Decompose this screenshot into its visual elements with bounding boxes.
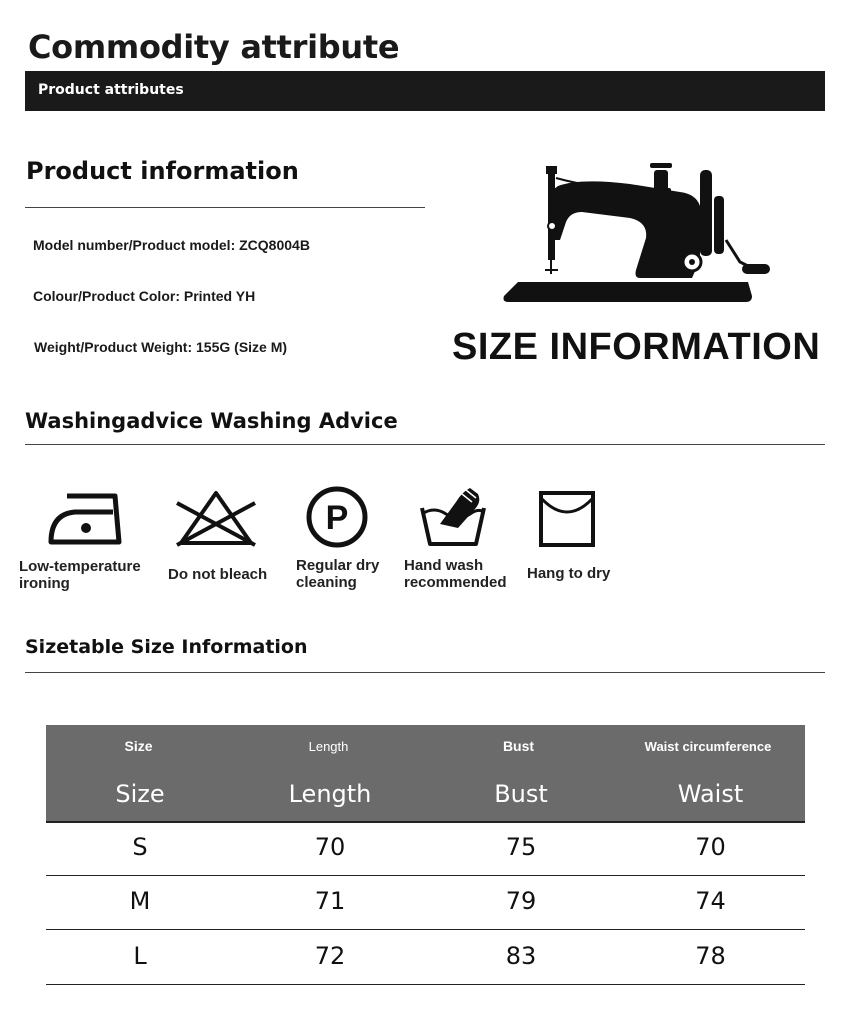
table-cell: S — [132, 833, 148, 861]
table-cell: M — [129, 887, 151, 915]
product-info-divider — [25, 207, 425, 208]
washing-advice-divider — [25, 444, 825, 445]
table-cell: 78 — [695, 942, 726, 970]
hang-dry-icon — [538, 490, 596, 548]
svg-text:P: P — [325, 499, 349, 537]
dry-clean-p-icon — [305, 485, 369, 549]
model-number-line: Model number/Product model: ZCQ8004B — [33, 237, 310, 253]
size-table-heading: Sizetable Size Information — [25, 636, 308, 658]
table-cell: 72 — [314, 942, 346, 970]
table-cell: L — [133, 942, 147, 970]
washing-advice-heading: Washingadvice Washing Advice — [25, 409, 398, 433]
table-bottom-rule — [46, 984, 805, 985]
hand-wash-label: Hand wash recommended — [404, 557, 507, 591]
table-cell: 83 — [505, 942, 537, 970]
table-cell: 70 — [314, 833, 346, 861]
attributes-bar-label: Product attributes — [38, 82, 184, 98]
size-table-header — [46, 725, 805, 821]
size-information-banner: SIZE INFORMATION — [452, 326, 821, 368]
header-size-bottom: Size — [115, 780, 165, 808]
iron-low-temp-icon — [47, 490, 125, 548]
table-cell: 79 — [505, 887, 537, 915]
header-waist-top: Waist circumference — [644, 739, 772, 754]
header-bust-top: Bust — [502, 738, 535, 754]
table-cell: 70 — [695, 833, 726, 861]
hang-dry-label: Hang to dry — [527, 565, 611, 582]
dry-clean-label: Regular dry cleaning — [296, 557, 380, 591]
table-cell: 74 — [695, 887, 726, 915]
table-header-rule — [46, 821, 805, 823]
table-cell: 75 — [505, 833, 537, 861]
header-size-top: Size — [124, 738, 153, 754]
color-line: Colour/Product Color: Printed YH — [33, 288, 256, 304]
header-length-bottom: Length — [288, 780, 372, 808]
no-bleach-label: Do not bleach — [168, 566, 268, 583]
header-length-top: Length — [308, 739, 349, 754]
no-bleach-icon — [173, 487, 259, 549]
header-waist-bottom: Waist — [677, 780, 744, 808]
product-info-heading: Product information — [26, 157, 299, 185]
size-table-divider — [25, 672, 825, 673]
iron-label: Low-temperature ironing — [19, 558, 141, 592]
weight-line: Weight/Product Weight: 155G (Size M) — [34, 339, 288, 355]
table-cell: 71 — [314, 887, 346, 915]
attributes-bar — [25, 71, 825, 111]
header-bust-bottom: Bust — [494, 780, 548, 808]
table-row-rule — [46, 929, 805, 930]
page-title: Commodity attribute — [28, 28, 400, 66]
sewing-machine-icon — [500, 160, 775, 305]
hand-wash-icon — [418, 484, 488, 550]
table-row-rule — [46, 875, 805, 876]
